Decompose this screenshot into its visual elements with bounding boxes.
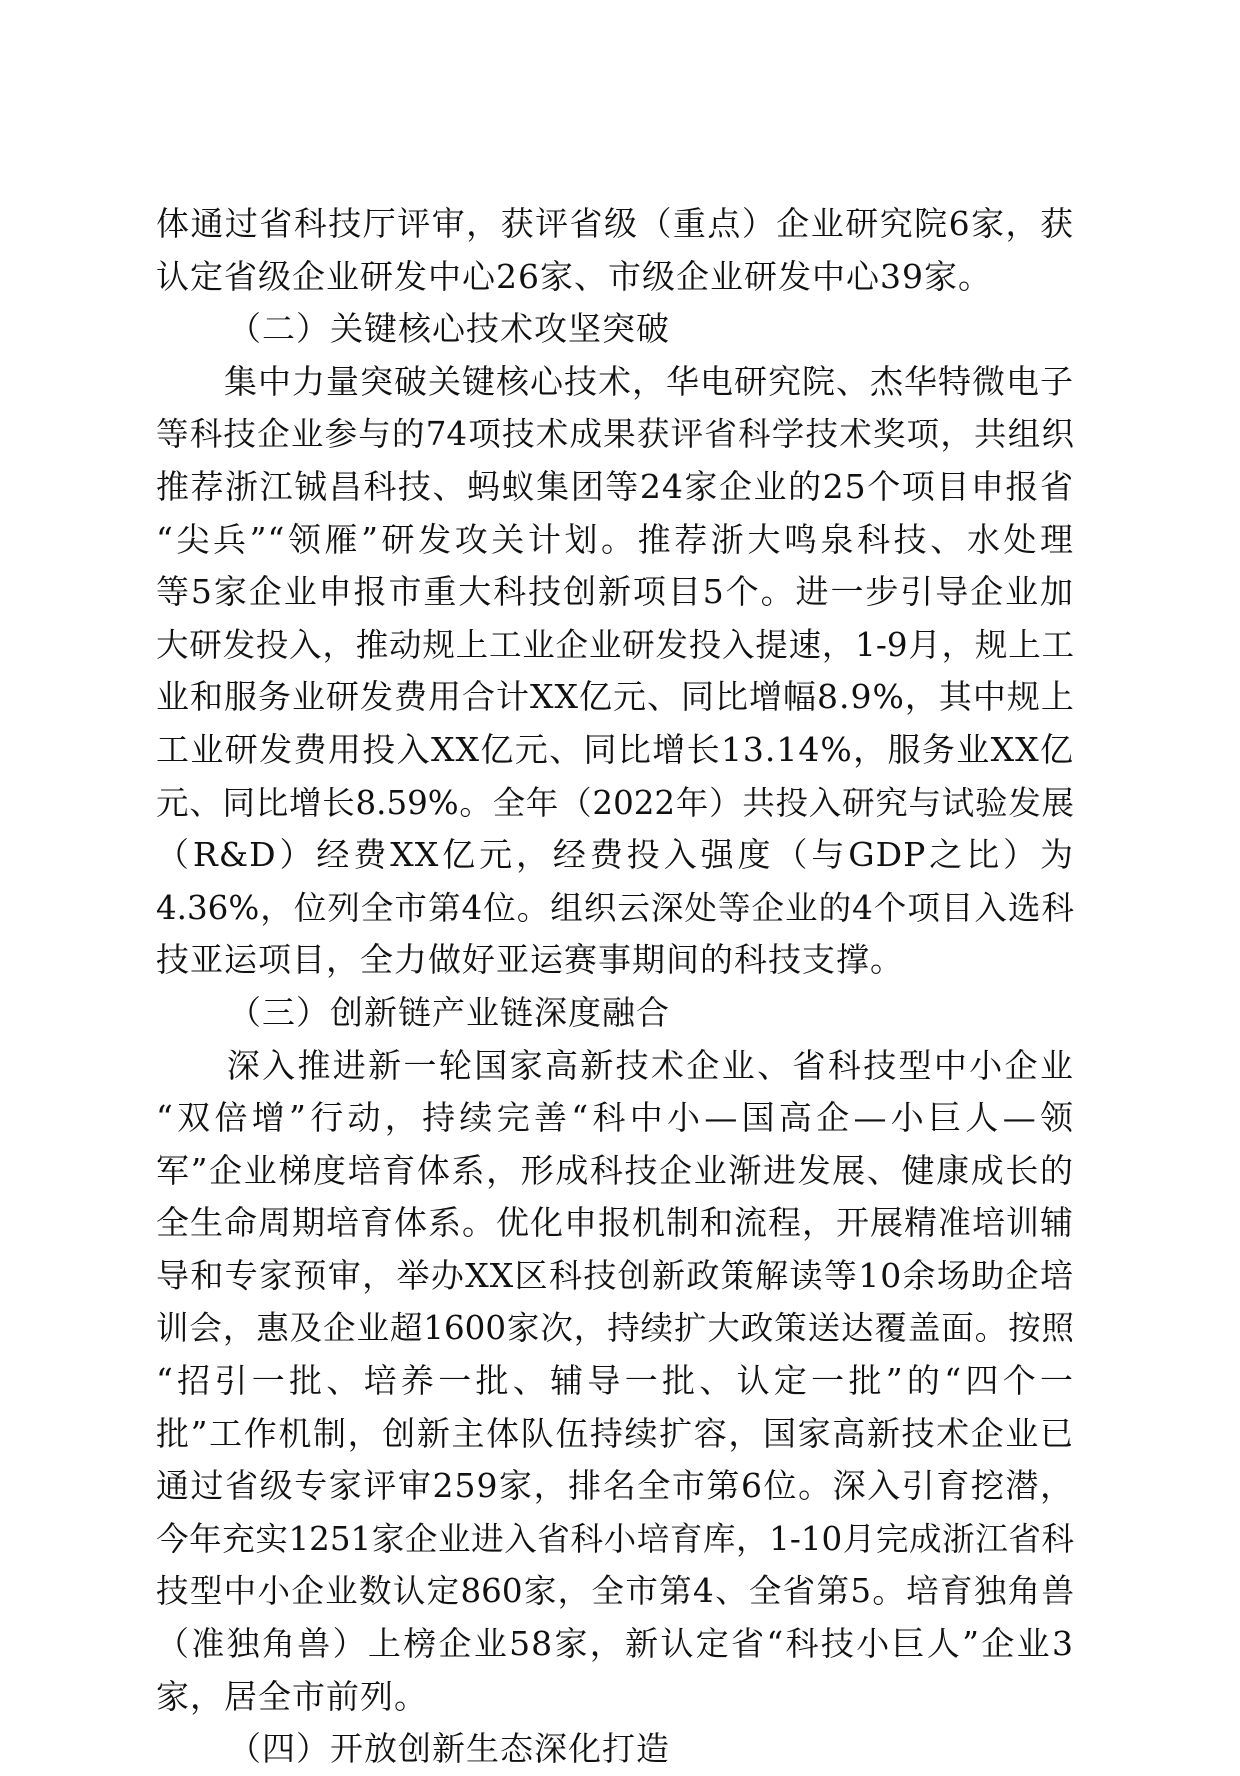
- text-line: 全生命周期培育体系。优化申报机制和流程，开展精准培训辅: [156, 1203, 1074, 1243]
- text-line: 导和专家预审，举办XX区科技创新政策解读等10余场助企培: [156, 1255, 1074, 1295]
- text-line: 通过省级专家评审259家，排名全市第6位。深入引育挖潜，: [156, 1466, 1074, 1506]
- text-line: 认定省级企业研发中心26家、市级企业研发中心39家。: [156, 256, 992, 296]
- text-line: 技型中小企业数认定860家，全市第4、全省第5。培育独角兽: [156, 1572, 1074, 1611]
- text-line: 技亚运项目，全力做好亚运赛事期间的科技支撑。: [156, 940, 904, 980]
- text-line: （准独角兽）上榜企业58家，新认定省“科技小巨人”企业3: [156, 1624, 1074, 1664]
- text-line: “招引一批、培养一批、辅导一批、认定一批”的“四个一: [156, 1361, 1074, 1401]
- text-line: 元、同比增长8.59%。全年（2022年）共投入研究与试验发展: [156, 783, 1074, 822]
- section-heading: （三）创新链产业链深度融合: [228, 992, 670, 1032]
- text-line: （R&D）经费XX亿元，经费投入强度（与GDP之比）为: [156, 835, 1074, 875]
- text-line: 批”工作机制，创新主体队伍持续扩容，国家高新技术企业已: [156, 1413, 1074, 1453]
- text-line: 工业研发费用投入XX亿元、同比增长13.14%，服务业XX亿: [156, 729, 1074, 769]
- text-line: 等5家企业申报市重大科技创新项目5个。进一步引导企业加: [156, 572, 1074, 612]
- text-line: 大研发投入，推动规上工业企业研发投入提速，1-9月，规上工: [156, 625, 1074, 664]
- text-line: 集中力量突破关键核心技术，华电研究院、杰华特微电子: [156, 361, 1074, 401]
- text-line: 等科技企业参与的74项技术成果获评省科学技术奖项，共组织: [156, 415, 1074, 454]
- section-heading: （四）开放创新生态深化打造: [228, 1729, 670, 1769]
- text-line: 体通过省科技厅评审，获评省级（重点）企业研究院6家，获: [156, 204, 1074, 243]
- section-heading: （二）关键核心技术攻坚突破: [228, 309, 670, 349]
- text-line: “尖兵”“领雁”研发攻关计划。推荐浙大鸣泉科技、水处理: [156, 519, 1074, 559]
- text-line: 推荐浙江铖昌科技、蚂蚁集团等24家企业的25个项目申报省: [156, 466, 1074, 506]
- text-line: 军”企业梯度培育体系，形成科技企业渐进发展、健康成长的: [156, 1150, 1074, 1190]
- text-line: 训会，惠及企业超1600家次，持续扩大政策送达覆盖面。按照: [156, 1309, 1074, 1348]
- text-line: 深入推进新一轮国家高新技术企业、省科技型中小企业: [156, 1045, 1074, 1085]
- text-line: 家，居全市前列。: [156, 1676, 428, 1716]
- text-line: 今年充实1251家企业进入省科小培育库，1-10月完成浙江省科: [156, 1519, 1074, 1558]
- text-line: 4.36%，位列全市第4位。组织云深处等企业的4个项目入选科: [156, 888, 1074, 927]
- text-line: 业和服务业研发费用合计XX亿元、同比增幅8.9%，其中规上: [156, 677, 1075, 717]
- document-page: [156, 198, 1074, 1776]
- text-line: “双倍增”行动，持续完善“科中小—国高企—小巨人—领: [156, 1098, 1074, 1138]
